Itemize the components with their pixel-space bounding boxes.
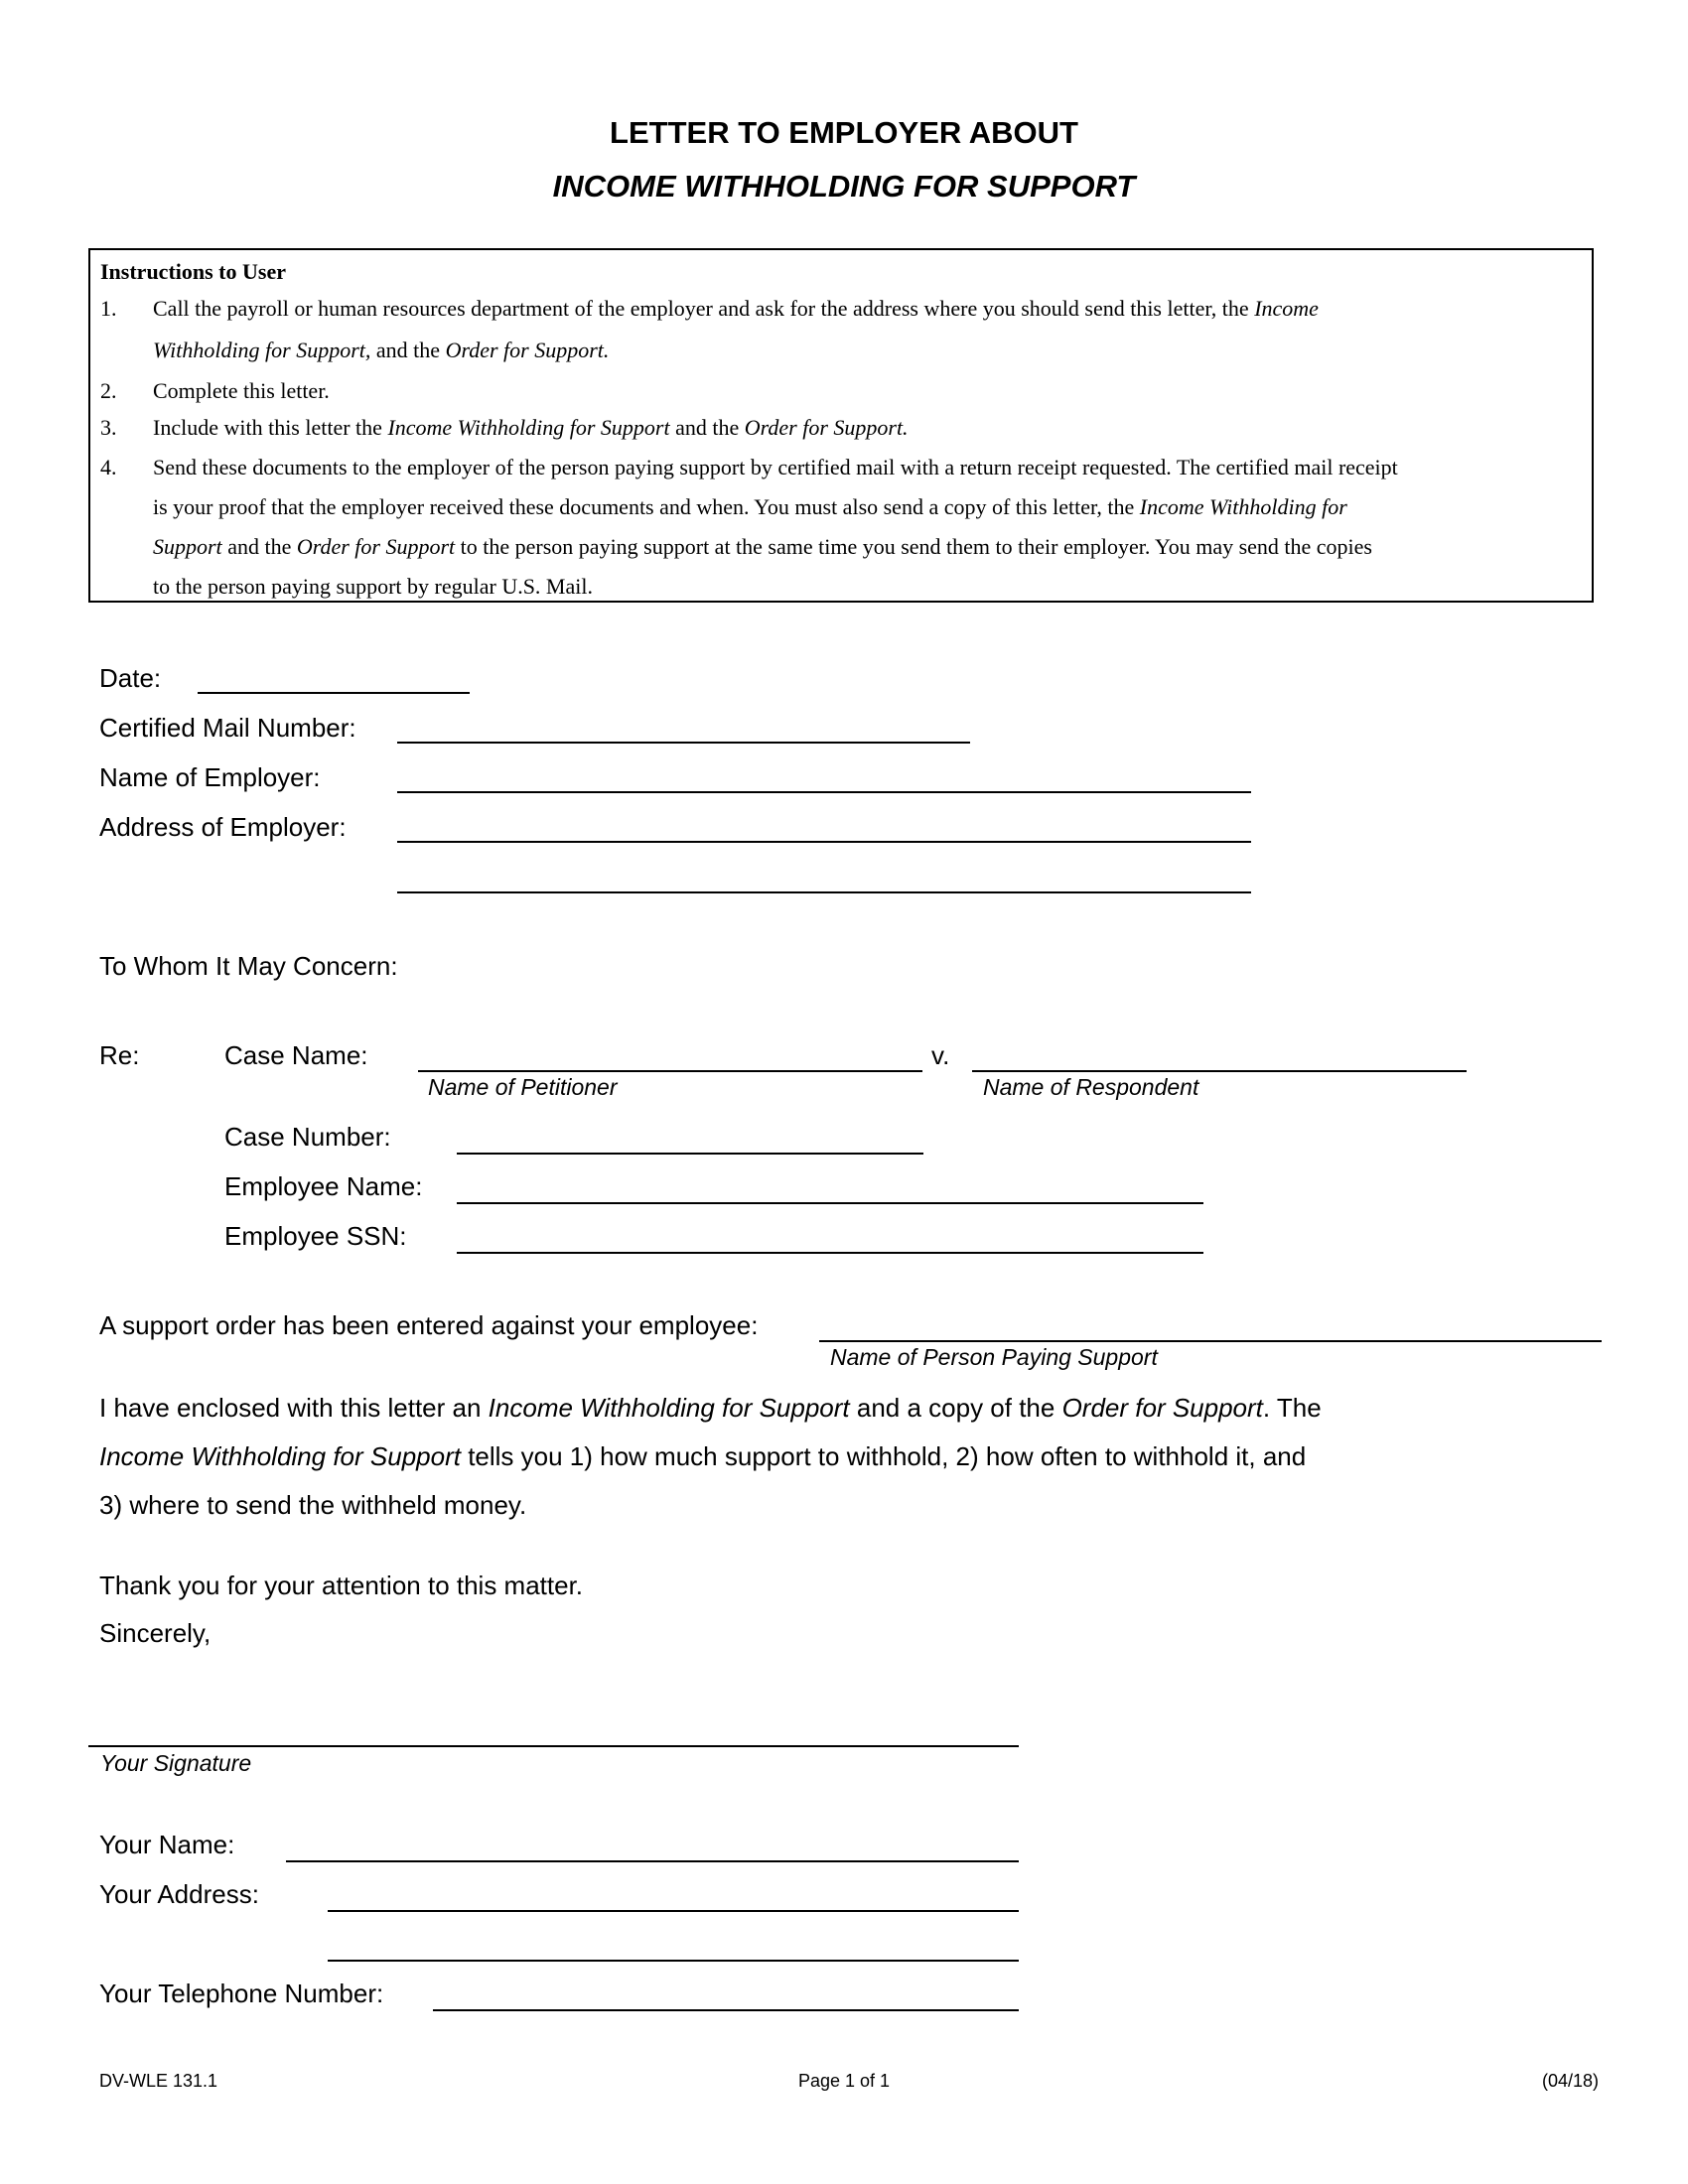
employee-name-field[interactable] bbox=[457, 1202, 1203, 1204]
page-subtitle: INCOME WITHHOLDING FOR SUPPORT bbox=[552, 169, 1136, 204]
thanks-text: Thank you for your attention to this matter. bbox=[99, 1570, 584, 1600]
your-address-field-2[interactable] bbox=[328, 1960, 1019, 1962]
case-number-field[interactable] bbox=[457, 1153, 923, 1155]
certified-mail-field[interactable] bbox=[397, 742, 970, 744]
petitioner-field[interactable] bbox=[418, 1070, 922, 1072]
instruction-4-line-3: Support and the Order for Support to the person paying support at the same time you send them to their employer. You may send the copies bbox=[153, 534, 1372, 559]
body-line-3: 3) where to send the withheld money. bbox=[99, 1490, 527, 1520]
date-field[interactable] bbox=[198, 692, 470, 694]
sincerely-text: Sincerely, bbox=[99, 1618, 211, 1648]
revision-date: (04/18) bbox=[1541, 2071, 1599, 2091]
versus-label: v. bbox=[931, 1040, 950, 1070]
instruction-number-2: 2. bbox=[100, 378, 117, 403]
your-phone-field[interactable] bbox=[433, 2009, 1019, 2011]
instruction-number-4: 4. bbox=[100, 455, 117, 479]
salutation: To Whom It May Concern: bbox=[99, 951, 398, 981]
employer-address-field-1[interactable] bbox=[397, 841, 1251, 843]
instruction-4-line-2: is your proof that the employer received these documents and when. You must also send a copy of this letter, the Income Withholding for bbox=[153, 494, 1347, 519]
your-address-label: Your Address: bbox=[99, 1879, 259, 1909]
instruction-number-1: 1. bbox=[100, 296, 117, 321]
your-name-field[interactable] bbox=[286, 1860, 1019, 1862]
employer-address-field-2[interactable] bbox=[397, 891, 1251, 893]
employer-address-label: Address of Employer: bbox=[99, 812, 347, 842]
instruction-1-line-2: Withholding for Support, and the Order for Support. bbox=[153, 338, 610, 362]
instructions-heading: Instructions to User bbox=[100, 259, 286, 284]
support-order-text: A support order has been entered against your employee: bbox=[99, 1310, 759, 1340]
person-paying-support-caption: Name of Person Paying Support bbox=[830, 1344, 1158, 1370]
instruction-4-line-4: to the person paying support by regular U.S. Mail. bbox=[153, 574, 593, 599]
instruction-3-line-1: Include with this letter the Income Withholding for Support and the Order for Support. bbox=[153, 415, 909, 440]
signature-caption: Your Signature bbox=[100, 1750, 252, 1776]
page-title: LETTER TO EMPLOYER ABOUT bbox=[610, 115, 1078, 150]
date-label: Date: bbox=[99, 663, 162, 693]
your-address-field-1[interactable] bbox=[328, 1910, 1019, 1912]
body-line-2: Income Withholding for Support tells you 1) how much support to withhold, 2) how often to withhold it, and bbox=[99, 1441, 1307, 1471]
petitioner-caption: Name of Petitioner bbox=[428, 1074, 618, 1100]
body-line-1: I have enclosed with this letter an Income Withholding for Support and a copy of the Order for Support. The bbox=[99, 1393, 1322, 1423]
instruction-4-line-1: Send these documents to the employer of the person paying support by certified mail with a return receipt requested. The certified mail receipt bbox=[153, 455, 1398, 479]
instruction-number-3: 3. bbox=[100, 415, 117, 440]
employee-ssn-label: Employee SSN: bbox=[224, 1221, 407, 1251]
respondent-caption: Name of Respondent bbox=[983, 1074, 1199, 1100]
instruction-1-line-1: Call the payroll or human resources department of the employer and ask for the address where you should send this letter, the Income bbox=[153, 296, 1319, 321]
instruction-2-line-1: Complete this letter. bbox=[153, 378, 330, 403]
case-number-label: Case Number: bbox=[224, 1122, 391, 1152]
instructions-box bbox=[88, 248, 1594, 603]
signature-field[interactable] bbox=[88, 1745, 1019, 1747]
employer-name-field[interactable] bbox=[397, 791, 1251, 793]
certified-mail-label: Certified Mail Number: bbox=[99, 713, 356, 743]
employee-name-label: Employee Name: bbox=[224, 1171, 423, 1201]
your-name-label: Your Name: bbox=[99, 1830, 235, 1859]
page-number: Page 1 of 1 bbox=[797, 2071, 891, 2091]
re-label: Re: bbox=[99, 1040, 140, 1070]
respondent-field[interactable] bbox=[972, 1070, 1467, 1072]
your-phone-label: Your Telephone Number: bbox=[99, 1979, 384, 2008]
employee-ssn-field[interactable] bbox=[457, 1252, 1203, 1254]
employer-name-label: Name of Employer: bbox=[99, 762, 321, 792]
person-paying-support-field[interactable] bbox=[819, 1340, 1602, 1342]
form-id: DV-WLE 131.1 bbox=[99, 2071, 218, 2091]
case-name-label: Case Name: bbox=[224, 1040, 368, 1070]
